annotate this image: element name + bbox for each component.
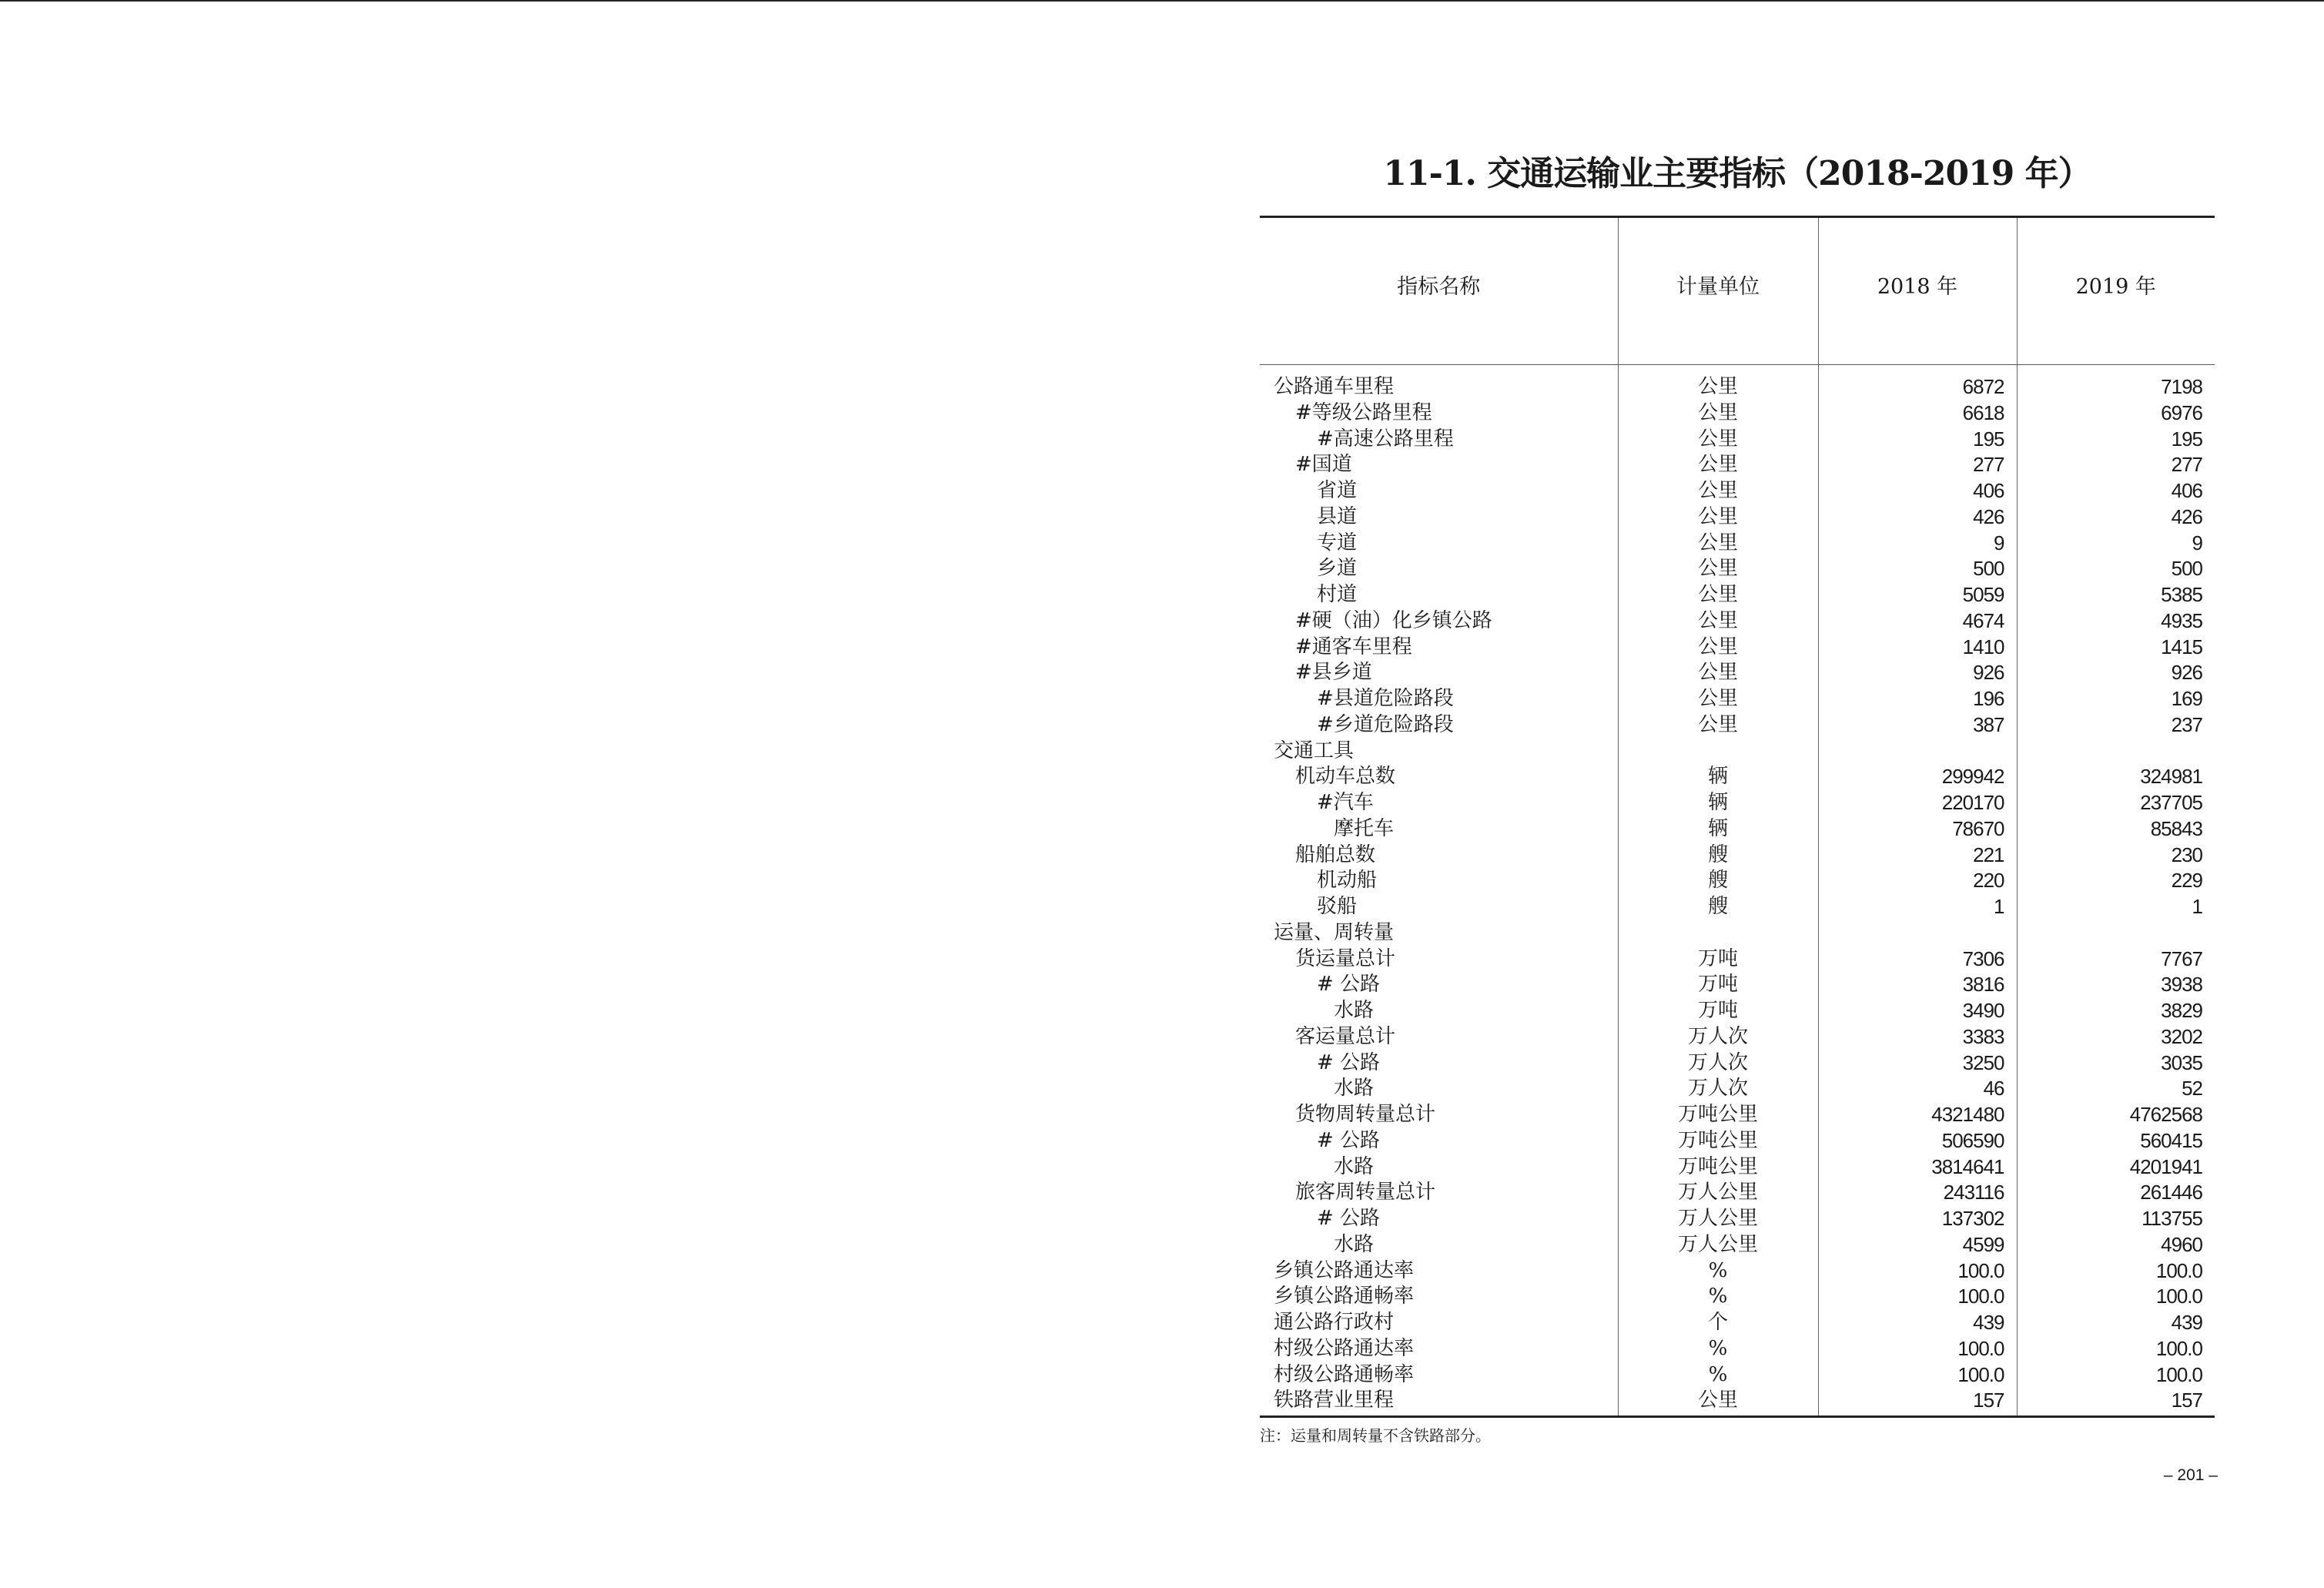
row-indicator-name: 货物周转量总计 xyxy=(1295,1103,1436,1126)
row-indicator-name: #汽车 xyxy=(1317,791,1374,814)
row-value-2018: 5059 xyxy=(1818,582,2017,608)
row-value-2018: 220 xyxy=(1818,868,2017,894)
indicators-table xyxy=(1260,216,2215,1418)
row-value-2018: 100.0 xyxy=(1818,1258,2017,1285)
row-unit: 万人公里 xyxy=(1618,1232,1818,1258)
row-unit: 辆 xyxy=(1618,816,1818,843)
row-indicator-name: 通公路行政村 xyxy=(1274,1311,1395,1334)
row-value-2019: 229 xyxy=(2017,868,2215,894)
row-value-2018: 137302 xyxy=(1818,1206,2017,1232)
row-value-2018: 406 xyxy=(1818,478,2017,504)
row-value-2019: 113755 xyxy=(2017,1206,2215,1232)
top-border-rule xyxy=(0,0,2324,2)
row-indicator-name: 摩托车 xyxy=(1334,816,1395,840)
row-indicator-name: #等级公路里程 xyxy=(1295,400,1432,424)
row-value-2018: 7306 xyxy=(1818,946,2017,973)
row-indicator-name: 公路通车里程 xyxy=(1274,375,1395,398)
row-indicator-name: #县乡道 xyxy=(1295,661,1372,685)
row-value-2018: 299942 xyxy=(1818,764,2017,790)
row-unit: 公里 xyxy=(1618,452,1818,478)
row-value-2018: 46 xyxy=(1818,1076,2017,1102)
row-value-2019: 4960 xyxy=(2017,1232,2215,1258)
row-value-2018: 220170 xyxy=(1818,790,2017,816)
row-value-2019: 1 xyxy=(2017,894,2215,920)
row-indicator-name: 水路 xyxy=(1334,1232,1375,1256)
row-value-2018: 506590 xyxy=(1818,1128,2017,1154)
row-value-2018: 3250 xyxy=(1818,1050,2017,1077)
row-value-2018: 1410 xyxy=(1818,635,2017,661)
row-value-2019: 100.0 xyxy=(2017,1258,2215,1285)
row-unit: 公里 xyxy=(1618,1388,1818,1416)
row-value-2019: 100.0 xyxy=(2017,1284,2215,1310)
row-value-2019: 157 xyxy=(2017,1388,2215,1416)
table-row xyxy=(1260,843,2215,869)
table-row xyxy=(1260,816,2215,843)
row-unit: % xyxy=(1618,1336,1818,1362)
row-value-2019: 7767 xyxy=(2017,946,2215,973)
row-value-2018 xyxy=(1818,739,2017,765)
row-unit: 公里 xyxy=(1618,660,1818,686)
row-value-2018: 4599 xyxy=(1818,1232,2017,1258)
row-value-2019: 4201941 xyxy=(2017,1154,2215,1181)
row-value-2019: 439 xyxy=(2017,1310,2215,1336)
row-unit: 个 xyxy=(1618,1310,1818,1336)
row-indicator-name: 水路 xyxy=(1334,999,1375,1022)
table-row xyxy=(1260,1154,2215,1181)
row-value-2019: 100.0 xyxy=(2017,1362,2215,1389)
table-row xyxy=(1260,946,2215,973)
row-indicator-name: 乡道 xyxy=(1317,557,1358,581)
row-indicator-name: 交通工具 xyxy=(1274,739,1355,762)
table-row xyxy=(1260,1102,2215,1128)
row-indicator-name: # 公路 xyxy=(1317,1050,1381,1074)
row-indicator-name: 乡镇公路通达率 xyxy=(1274,1258,1415,1282)
table-row xyxy=(1260,1128,2215,1154)
row-value-2019: 3938 xyxy=(2017,972,2215,998)
row-value-2019: 1415 xyxy=(2017,635,2215,661)
table-row xyxy=(1260,868,2215,894)
table-row xyxy=(1260,1050,2215,1077)
row-indicator-name: #高速公路里程 xyxy=(1317,427,1454,451)
table-row xyxy=(1260,1076,2215,1102)
row-value-2019: 6976 xyxy=(2017,400,2215,427)
row-value-2019: 500 xyxy=(2017,556,2215,582)
row-indicator-name: #县道危险路段 xyxy=(1317,687,1454,710)
row-indicator-name: #国道 xyxy=(1295,453,1352,477)
row-unit: 公里 xyxy=(1618,556,1818,582)
row-unit: 艘 xyxy=(1618,894,1818,920)
row-value-2019: 324981 xyxy=(2017,764,2215,790)
table-row xyxy=(1260,504,2215,531)
row-value-2019: 169 xyxy=(2017,686,2215,712)
row-value-2019: 406 xyxy=(2017,478,2215,504)
row-indicator-name: 专道 xyxy=(1317,531,1358,554)
row-value-2018: 3816 xyxy=(1818,972,2017,998)
row-value-2019: 926 xyxy=(2017,660,2215,686)
row-unit: 公里 xyxy=(1618,531,1818,557)
row-unit: % xyxy=(1618,1362,1818,1389)
row-unit: 辆 xyxy=(1618,790,1818,816)
row-value-2018: 4321480 xyxy=(1818,1102,2017,1128)
row-value-2018: 500 xyxy=(1818,556,2017,582)
row-value-2019: 5385 xyxy=(2017,582,2215,608)
table-row xyxy=(1260,894,2215,920)
row-indicator-name: 客运量总计 xyxy=(1295,1024,1396,1048)
table-row xyxy=(1260,1232,2215,1258)
row-unit: 万吨 xyxy=(1618,972,1818,998)
row-unit xyxy=(1618,920,1818,946)
table-row xyxy=(1260,712,2215,739)
table-row xyxy=(1260,635,2215,661)
table-row xyxy=(1260,1024,2215,1050)
row-value-2018: 221 xyxy=(1818,843,2017,869)
header-row xyxy=(1260,217,2215,365)
row-unit: 万人次 xyxy=(1618,1076,1818,1102)
row-value-2018: 100.0 xyxy=(1818,1362,2017,1389)
row-indicator-name: # 公路 xyxy=(1317,1128,1381,1152)
row-unit: 公里 xyxy=(1618,582,1818,608)
row-indicator-name: 货运量总计 xyxy=(1295,946,1396,970)
row-value-2018: 100.0 xyxy=(1818,1284,2017,1310)
table-row xyxy=(1260,739,2215,765)
table-body xyxy=(1260,365,2215,1417)
row-indicator-name: 驳船 xyxy=(1317,895,1358,918)
row-value-2018: 3490 xyxy=(1818,998,2017,1024)
row-unit: 万吨公里 xyxy=(1618,1128,1818,1154)
row-indicator-name: #硬（油）化乡镇公路 xyxy=(1295,608,1492,632)
row-unit: 公里 xyxy=(1618,400,1818,427)
row-unit: % xyxy=(1618,1284,1818,1310)
row-indicator-name: # 公路 xyxy=(1317,1207,1381,1230)
row-unit: 公里 xyxy=(1618,608,1818,635)
row-unit: 万吨公里 xyxy=(1618,1102,1818,1128)
row-value-2018: 78670 xyxy=(1818,816,2017,843)
row-value-2019: 7198 xyxy=(2017,365,2215,400)
table-row xyxy=(1260,790,2215,816)
row-unit: 万吨 xyxy=(1618,998,1818,1024)
row-value-2018: 6618 xyxy=(1818,400,2017,427)
row-value-2018: 3814641 xyxy=(1818,1154,2017,1181)
row-unit: % xyxy=(1618,1258,1818,1285)
table-row xyxy=(1260,1258,2215,1285)
row-value-2018: 243116 xyxy=(1818,1180,2017,1206)
row-value-2018: 439 xyxy=(1818,1310,2017,1336)
row-value-2018: 195 xyxy=(1818,427,2017,453)
row-value-2019: 3202 xyxy=(2017,1024,2215,1050)
row-indicator-name: #通客车里程 xyxy=(1295,635,1412,658)
row-indicator-name: 省道 xyxy=(1317,479,1358,502)
table-row xyxy=(1260,764,2215,790)
table-row xyxy=(1260,427,2215,453)
row-value-2018: 4674 xyxy=(1818,608,2017,635)
table-row xyxy=(1260,1362,2215,1389)
row-unit: 公里 xyxy=(1618,635,1818,661)
table-row xyxy=(1260,1206,2215,1232)
header-year-2018: 2018 年 xyxy=(1818,217,2017,365)
row-indicator-name: 水路 xyxy=(1334,1154,1375,1178)
row-unit: 公里 xyxy=(1618,712,1818,739)
row-unit xyxy=(1618,739,1818,765)
row-indicator-name: 村级公路通达率 xyxy=(1274,1336,1415,1360)
row-unit: 万吨 xyxy=(1618,946,1818,973)
row-value-2018: 196 xyxy=(1818,686,2017,712)
row-value-2019: 52 xyxy=(2017,1076,2215,1102)
table-row xyxy=(1260,556,2215,582)
row-indicator-name: 运量、周转量 xyxy=(1274,920,1395,944)
row-value-2019 xyxy=(2017,920,2215,946)
row-value-2019 xyxy=(2017,739,2215,765)
row-value-2019: 100.0 xyxy=(2017,1336,2215,1362)
row-unit: 公里 xyxy=(1618,427,1818,453)
row-indicator-name: # 公路 xyxy=(1317,973,1381,997)
table-row xyxy=(1260,998,2215,1024)
row-unit: 艘 xyxy=(1618,868,1818,894)
row-indicator-name: #乡道危险路段 xyxy=(1317,712,1454,736)
row-unit: 万人公里 xyxy=(1618,1206,1818,1232)
table-row xyxy=(1260,1284,2215,1310)
row-unit: 公里 xyxy=(1618,365,1818,400)
table-row xyxy=(1260,608,2215,635)
row-indicator-name: 乡镇公路通畅率 xyxy=(1274,1285,1415,1308)
row-value-2018: 387 xyxy=(1818,712,2017,739)
row-indicator-name: 铁路营业里程 xyxy=(1260,1388,1618,1416)
table-row xyxy=(1260,686,2215,712)
header-unit: 计量单位 xyxy=(1618,217,1818,365)
row-value-2018: 926 xyxy=(1818,660,2017,686)
row-unit: 辆 xyxy=(1618,764,1818,790)
row-value-2019: 9 xyxy=(2017,531,2215,557)
table-row xyxy=(1260,1310,2215,1336)
row-value-2018: 1 xyxy=(1818,894,2017,920)
row-indicator-name: 村道 xyxy=(1317,583,1358,606)
row-unit: 公里 xyxy=(1618,686,1818,712)
row-unit: 艘 xyxy=(1618,843,1818,869)
row-value-2019: 237 xyxy=(2017,712,2215,739)
table-row xyxy=(1260,452,2215,478)
row-indicator-name: 船舶总数 xyxy=(1295,843,1376,866)
indicators-table-container xyxy=(1260,216,2215,1418)
row-value-2019: 195 xyxy=(2017,427,2215,453)
row-value-2019: 261446 xyxy=(2017,1180,2215,1206)
row-indicator-name: 机动船 xyxy=(1317,869,1378,893)
table-header xyxy=(1260,217,2215,365)
row-value-2018 xyxy=(1818,920,2017,946)
row-unit: 公里 xyxy=(1618,478,1818,504)
table-row xyxy=(1260,365,2215,400)
row-unit: 万人次 xyxy=(1618,1050,1818,1077)
row-indicator-name: 县道 xyxy=(1317,504,1358,528)
table-row xyxy=(1260,478,2215,504)
row-value-2018: 9 xyxy=(1818,531,2017,557)
row-value-2019: 277 xyxy=(2017,452,2215,478)
row-value-2019: 85843 xyxy=(2017,816,2215,843)
row-value-2019: 4762568 xyxy=(2017,1102,2215,1128)
table-row xyxy=(1260,1336,2215,1362)
row-indicator-name: 水路 xyxy=(1334,1077,1375,1101)
table-row xyxy=(1260,1180,2215,1206)
row-unit: 公里 xyxy=(1618,504,1818,531)
header-year-2019: 2019 年 xyxy=(2017,217,2215,365)
table-row xyxy=(1260,582,2215,608)
row-unit: 万人公里 xyxy=(1618,1180,1818,1206)
header-indicator-name: 指标名称 xyxy=(1260,217,1618,365)
row-unit: 万人次 xyxy=(1618,1024,1818,1050)
row-value-2019: 3829 xyxy=(2017,998,2215,1024)
row-value-2018: 157 xyxy=(1818,1388,2017,1416)
footnote: 注：运量和周转量不含铁路部分。 xyxy=(1260,1426,1491,1445)
table-row xyxy=(1260,920,2215,946)
row-value-2018: 6872 xyxy=(1818,365,2017,400)
table-row xyxy=(1260,660,2215,686)
row-value-2019: 4935 xyxy=(2017,608,2215,635)
page-number: – 201 – xyxy=(2163,1466,2218,1484)
table-row xyxy=(1260,531,2215,557)
table-row xyxy=(1260,1388,2215,1416)
row-indicator-name: 村级公路通畅率 xyxy=(1274,1362,1415,1386)
row-value-2019: 237705 xyxy=(2017,790,2215,816)
row-unit: 万吨公里 xyxy=(1618,1154,1818,1181)
row-value-2019: 3035 xyxy=(2017,1050,2215,1077)
row-value-2018: 3383 xyxy=(1818,1024,2017,1050)
row-value-2018: 100.0 xyxy=(1818,1336,2017,1362)
row-value-2019: 230 xyxy=(2017,843,2215,869)
row-value-2018: 277 xyxy=(1818,452,2017,478)
row-value-2019: 560415 xyxy=(2017,1128,2215,1154)
row-indicator-name: 旅客周转量总计 xyxy=(1295,1181,1436,1204)
table-row xyxy=(1260,972,2215,998)
row-value-2018: 426 xyxy=(1818,504,2017,531)
table-row xyxy=(1260,400,2215,427)
row-value-2019: 426 xyxy=(2017,504,2215,531)
page-title: 11-1. 交通运输业主要指标（2018-2019 年） xyxy=(1383,154,2091,194)
row-indicator-name: 机动车总数 xyxy=(1295,765,1396,789)
